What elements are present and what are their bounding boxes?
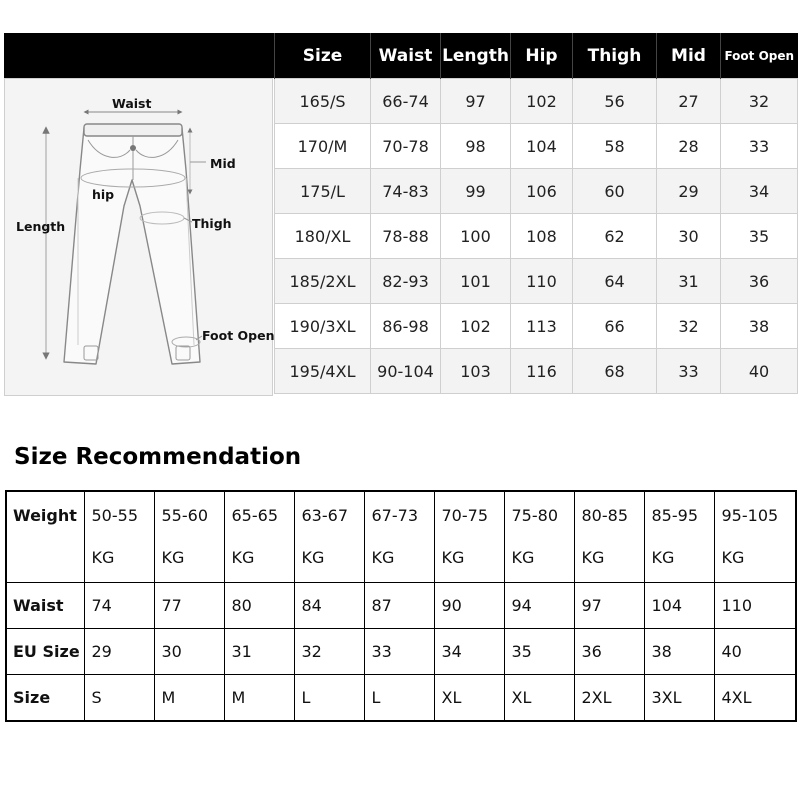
table-cell: 195/4XL	[275, 349, 371, 394]
size-row	[6, 675, 796, 722]
diagram-label-mid: Mid	[210, 156, 236, 171]
diagram-label-foot-open: Foot Open	[202, 328, 275, 343]
size-chart-header-row	[275, 33, 798, 79]
waist-cell: 80	[224, 583, 294, 629]
header-foot-open: Foot Open	[721, 33, 798, 79]
waist-row	[6, 583, 796, 629]
table-cell: 103	[441, 349, 511, 394]
weight-cell: 80-85 KG	[574, 491, 644, 583]
waist-cell: 74	[84, 583, 154, 629]
table-cell: 180/XL	[275, 214, 371, 259]
weight-cell: 70-75 KG	[434, 491, 504, 583]
table-cell: 165/S	[275, 79, 371, 124]
size-cell: M	[224, 675, 294, 722]
diagram-label-thigh: Thigh	[192, 216, 232, 231]
table-cell: 74-83	[371, 169, 441, 214]
size-cell: L	[364, 675, 434, 722]
eu-size-cell: 31	[224, 629, 294, 675]
table-cell: 64	[573, 259, 657, 304]
eu-size-label: EU Size	[6, 629, 84, 675]
table-cell: 70-78	[371, 124, 441, 169]
size-cell: 3XL	[644, 675, 714, 722]
waist-cell: 84	[294, 583, 364, 629]
table-cell: 116	[511, 349, 573, 394]
table-cell: 38	[721, 304, 798, 349]
table-cell: 86-98	[371, 304, 441, 349]
size-cell: L	[294, 675, 364, 722]
eu-size-cell: 40	[714, 629, 796, 675]
header-length: Length	[441, 33, 511, 79]
eu-size-cell: 34	[434, 629, 504, 675]
size-cell: 4XL	[714, 675, 796, 722]
table-row	[275, 214, 798, 259]
table-cell: 170/M	[275, 124, 371, 169]
table-cell: 102	[441, 304, 511, 349]
size-cell: 2XL	[574, 675, 644, 722]
size-cell: M	[154, 675, 224, 722]
weight-row	[6, 491, 796, 583]
table-row	[275, 259, 798, 304]
diagram-label-length: Length	[16, 219, 66, 234]
header-thigh: Thigh	[573, 33, 657, 79]
table-row	[275, 169, 798, 214]
waist-cell: 97	[574, 583, 644, 629]
table-cell: 56	[573, 79, 657, 124]
table-cell: 104	[511, 124, 573, 169]
recommendation-title: Size Recommendation	[14, 444, 302, 470]
table-cell: 110	[511, 259, 573, 304]
weight-cell: 50-55 KG	[84, 491, 154, 583]
table-cell: 62	[573, 214, 657, 259]
table-cell: 33	[721, 124, 798, 169]
table-cell: 185/2XL	[275, 259, 371, 304]
table-cell: 190/3XL	[275, 304, 371, 349]
weight-cell: 63-67 KG	[294, 491, 364, 583]
waist-cell: 104	[644, 583, 714, 629]
diagram-label-hip: hip	[92, 187, 115, 202]
weight-cell: 67-73 KG	[364, 491, 434, 583]
size-recommendation-table	[5, 490, 797, 722]
table-cell: 28	[657, 124, 721, 169]
weight-cell: 95-105 KG	[714, 491, 796, 583]
table-cell: 66	[573, 304, 657, 349]
table-cell: 101	[441, 259, 511, 304]
header-size: Size	[275, 33, 371, 79]
table-cell: 35	[721, 214, 798, 259]
eu-size-cell: 36	[574, 629, 644, 675]
diagram-label-waist: Waist	[112, 96, 152, 111]
waist-label: Waist	[6, 583, 84, 629]
table-cell: 78-88	[371, 214, 441, 259]
eu-size-row	[6, 629, 796, 675]
header-hip: Hip	[511, 33, 573, 79]
table-cell: 108	[511, 214, 573, 259]
table-cell: 175/L	[275, 169, 371, 214]
table-cell: 29	[657, 169, 721, 214]
table-cell: 31	[657, 259, 721, 304]
table-row	[275, 304, 798, 349]
table-cell: 27	[657, 79, 721, 124]
table-cell: 68	[573, 349, 657, 394]
table-cell: 34	[721, 169, 798, 214]
table-cell: 113	[511, 304, 573, 349]
eu-size-cell: 38	[644, 629, 714, 675]
table-cell: 33	[657, 349, 721, 394]
table-cell: 90-104	[371, 349, 441, 394]
table-cell: 60	[573, 169, 657, 214]
size-cell: XL	[504, 675, 574, 722]
waist-cell: 77	[154, 583, 224, 629]
weight-cell: 55-60 KG	[154, 491, 224, 583]
size-cell: S	[84, 675, 154, 722]
table-row	[275, 349, 798, 394]
table-cell: 102	[511, 79, 573, 124]
waist-cell: 110	[714, 583, 796, 629]
waist-cell: 94	[504, 583, 574, 629]
size-cell: XL	[434, 675, 504, 722]
table-cell: 30	[657, 214, 721, 259]
waist-cell: 90	[434, 583, 504, 629]
weight-cell: 75-80 KG	[504, 491, 574, 583]
table-cell: 32	[721, 79, 798, 124]
table-cell: 97	[441, 79, 511, 124]
table-cell: 40	[721, 349, 798, 394]
table-cell: 58	[573, 124, 657, 169]
table-cell: 66-74	[371, 79, 441, 124]
size-label: Size	[6, 675, 84, 722]
weight-label: Weight	[6, 491, 84, 583]
table-cell: 82-93	[371, 259, 441, 304]
eu-size-cell: 30	[154, 629, 224, 675]
weight-cell: 65-65 KG	[224, 491, 294, 583]
eu-size-cell: 29	[84, 629, 154, 675]
eu-size-cell: 32	[294, 629, 364, 675]
eu-size-cell: 33	[364, 629, 434, 675]
table-cell: 99	[441, 169, 511, 214]
table-row	[275, 124, 798, 169]
waist-cell: 87	[364, 583, 434, 629]
table-row	[275, 79, 798, 124]
table-cell: 32	[657, 304, 721, 349]
weight-cell: 85-95 KG	[644, 491, 714, 583]
table-cell: 106	[511, 169, 573, 214]
size-chart-table	[274, 33, 798, 394]
header-mid: Mid	[657, 33, 721, 79]
header-waist: Waist	[371, 33, 441, 79]
eu-size-cell: 35	[504, 629, 574, 675]
table-cell: 98	[441, 124, 511, 169]
table-cell: 100	[441, 214, 511, 259]
table-cell: 36	[721, 259, 798, 304]
